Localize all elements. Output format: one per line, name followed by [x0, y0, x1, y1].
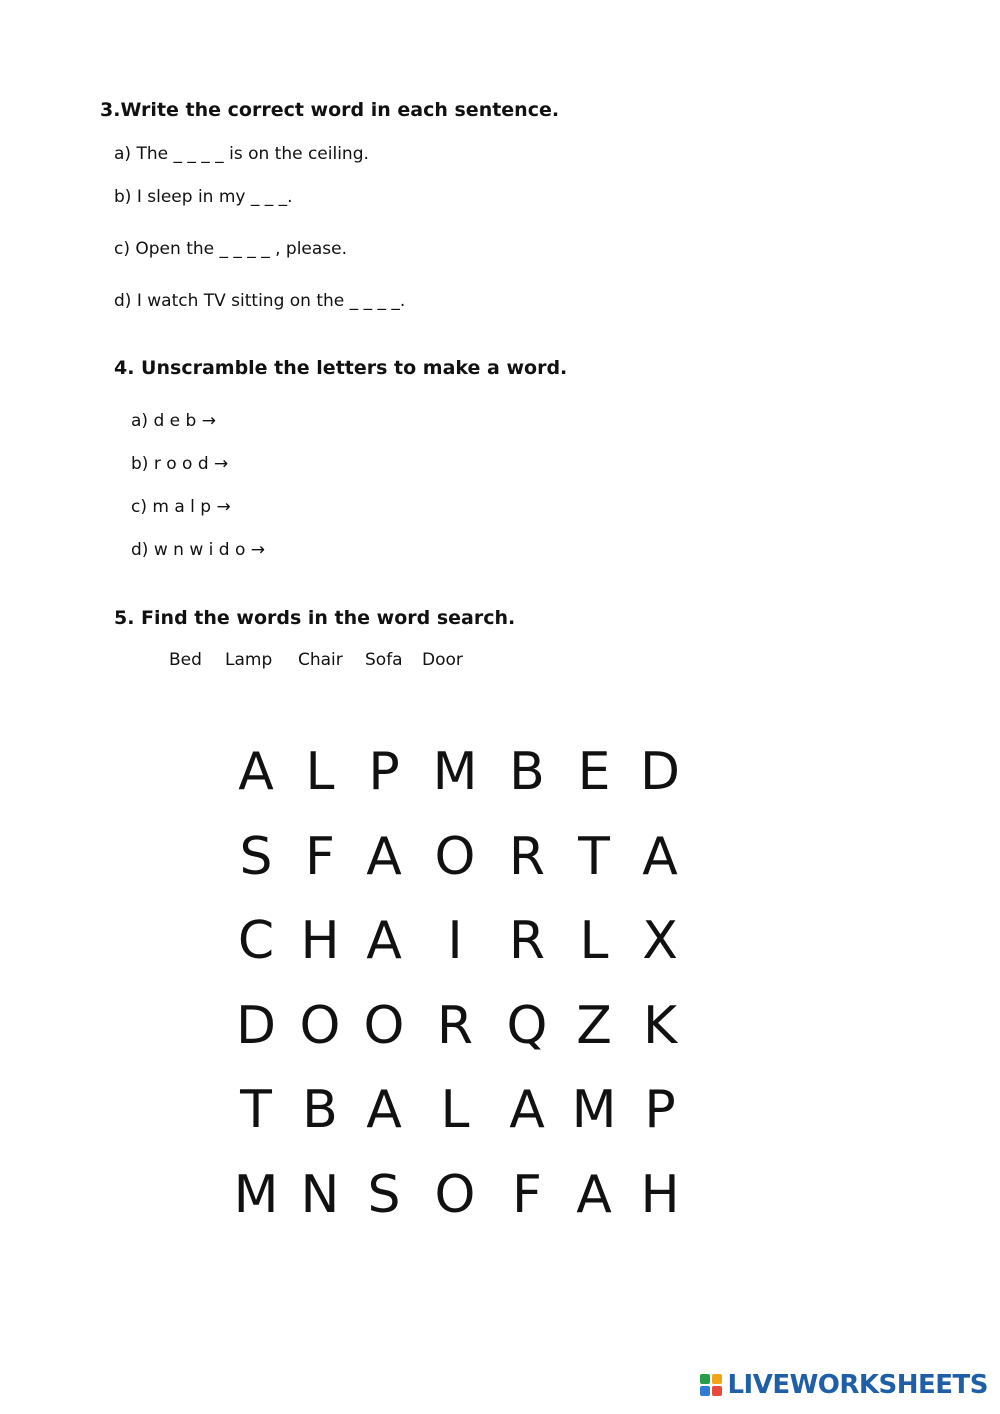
grid-letter-r4-c5: Q: [506, 996, 548, 1056]
grid-letter-r6-c4: O: [434, 1165, 476, 1225]
grid-letter-r4-c6: Z: [576, 996, 612, 1056]
word-sofa: Sofa: [365, 650, 403, 670]
grid-letter-r5-c7: P: [644, 1080, 676, 1140]
grid-letter-r2-c1: S: [239, 827, 273, 887]
grid-letter-r1-c4: M: [432, 742, 478, 802]
grid-letter-r3-c5: R: [508, 911, 546, 971]
scramble-a: a) d e b →: [131, 411, 216, 431]
sentence-a: a) The _ _ _ _ is on the ceiling.: [114, 144, 369, 164]
grid-letter-r2-c6: T: [578, 827, 610, 887]
grid-letter-r2-c5: R: [508, 827, 546, 887]
grid-letter-r3-c7: X: [642, 911, 678, 971]
word-chair: Chair: [298, 650, 343, 670]
grid-letter-r4-c4: R: [436, 996, 474, 1056]
word-door: Door: [422, 650, 463, 670]
logo-mark-icon: [700, 1374, 722, 1396]
grid-letter-r5-c4: L: [440, 1080, 470, 1140]
grid-letter-r6-c6: A: [576, 1165, 612, 1225]
liveworksheets-logo: [700, 1370, 988, 1400]
grid-letter-r5-c2: B: [302, 1080, 338, 1140]
sentence-b: b) I sleep in my _ _ _.: [114, 187, 293, 207]
word-bed: Bed: [169, 650, 202, 670]
grid-letter-r4-c7: K: [642, 996, 678, 1056]
grid-letter-r2-c2: F: [305, 827, 335, 887]
grid-letter-r2-c4: O: [434, 827, 476, 887]
scramble-d: d) w n w i d o →: [131, 540, 265, 560]
grid-letter-r1-c6: E: [577, 742, 611, 802]
grid-letter-r5-c1: T: [240, 1080, 272, 1140]
grid-letter-r1-c3: P: [368, 742, 400, 802]
grid-letter-r3-c6: L: [579, 911, 609, 971]
section-5-heading: 5. Find the words in the word search.: [114, 607, 516, 629]
word-list: [169, 650, 463, 670]
grid-letter-r4-c1: D: [235, 996, 277, 1056]
logo-square-2: [712, 1374, 722, 1384]
grid-letter-r1-c7: D: [639, 742, 681, 802]
grid-letter-r6-c3: S: [367, 1165, 401, 1225]
grid-letter-r6-c2: N: [300, 1165, 340, 1225]
grid-letter-r2-c7: A: [642, 827, 678, 887]
grid-letter-r3-c2: H: [300, 911, 340, 971]
word-lamp: Lamp: [225, 650, 273, 670]
grid-letter-r5-c3: A: [366, 1080, 402, 1140]
scramble-b: b) r o o d →: [131, 454, 229, 474]
sentence-c: c) Open the _ _ _ _ , please.: [114, 239, 348, 259]
grid-letter-r3-c4: I: [447, 911, 463, 971]
logo-square-3: [700, 1386, 710, 1396]
grid-letter-r3-c1: C: [237, 911, 275, 971]
grid-letter-r6-c1: M: [233, 1165, 279, 1225]
section-3-heading: 3.Write the correct word in each sentence.: [100, 99, 560, 121]
scramble-c: c) m a l p →: [131, 497, 231, 517]
grid-letter-r4-c2: O: [299, 996, 341, 1056]
grid-letter-r6-c5: F: [512, 1165, 542, 1225]
grid-letter-r2-c3: A: [366, 827, 402, 887]
sentence-d: d) I watch TV sitting on the _ _ _ _.: [114, 291, 406, 311]
grid-letter-r4-c3: O: [363, 996, 405, 1056]
section-4-heading: 4. Unscramble the letters to make a word.: [114, 357, 568, 379]
logo-square-4: [712, 1386, 722, 1396]
grid-letter-r1-c5: B: [509, 742, 545, 802]
grid-letter-r5-c6: M: [571, 1080, 617, 1140]
grid-letter-r1-c1: A: [238, 742, 274, 802]
grid-letter-r5-c5: A: [509, 1080, 545, 1140]
logo-square-1: [700, 1374, 710, 1384]
grid-letter-r3-c3: A: [366, 911, 402, 971]
logo-text: LIVEWORKSHEETS: [727, 1370, 988, 1400]
grid-letter-r1-c2: L: [305, 742, 335, 802]
grid-letter-r6-c7: H: [640, 1165, 680, 1225]
